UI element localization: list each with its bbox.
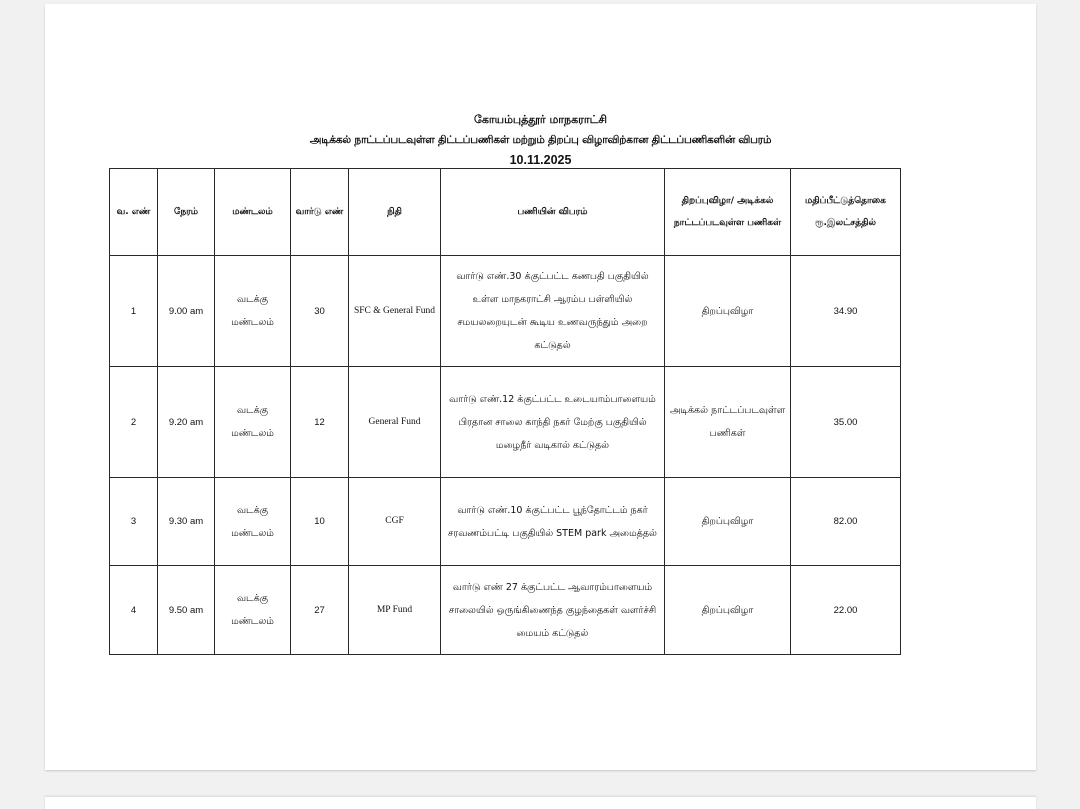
cell-ward: 12 bbox=[291, 367, 349, 478]
cell-zone: வடக்கு மண்டலம் bbox=[215, 566, 291, 655]
table-row bbox=[110, 478, 901, 566]
header-fund: நிதி bbox=[349, 169, 441, 256]
document-date: 10.11.2025 bbox=[509, 153, 572, 167]
cell-description: வார்டு எண்.30 க்குட்பட்ட கணபதி பகுதியில் உள்ள மாநகராட்சி ஆரம்ப பள்ளியில் சமயலறையுடன் கூடிய உணவருந்தும் அறை கட்டுதல் bbox=[441, 256, 665, 367]
cell-sno: 4 bbox=[110, 566, 158, 655]
cell-zone: வடக்கு மண்டலம் bbox=[215, 367, 291, 478]
table-header-row bbox=[110, 169, 901, 256]
cell-zone: வடக்கு மண்டலம் bbox=[215, 478, 291, 566]
cell-ward: 30 bbox=[291, 256, 349, 367]
cell-amount: 35.00 bbox=[791, 367, 901, 478]
cell-fund: CGF bbox=[349, 478, 441, 566]
header-sno: வ. எண் bbox=[110, 169, 158, 256]
cell-fund: General Fund bbox=[349, 367, 441, 478]
cell-time: 9.00 am bbox=[158, 256, 215, 367]
cell-fund: MP Fund bbox=[349, 566, 441, 655]
cell-time: 9.20 am bbox=[158, 367, 215, 478]
table-row bbox=[110, 367, 901, 478]
next-document-page bbox=[45, 797, 1036, 809]
cell-amount: 22.00 bbox=[791, 566, 901, 655]
header-amount: மதிப்பீட்டுத்தொகை ரூ.இலட்சத்தில் bbox=[791, 169, 901, 256]
cell-sno: 3 bbox=[110, 478, 158, 566]
cell-zone: வடக்கு மண்டலம் bbox=[215, 256, 291, 367]
table-row bbox=[110, 566, 901, 655]
cell-amount: 34.90 bbox=[791, 256, 901, 367]
document-page bbox=[45, 4, 1036, 770]
header-time: நேரம் bbox=[158, 169, 215, 256]
document-header bbox=[45, 110, 1036, 170]
cell-time: 9.50 am bbox=[158, 566, 215, 655]
header-type: திறப்புவிழா/ அடிக்கல் நாட்டப்படவுள்ள பணிகள் bbox=[665, 169, 791, 256]
cell-type: திறப்புவிழா bbox=[665, 478, 791, 566]
cell-fund: SFC & General Fund bbox=[349, 256, 441, 367]
cell-ward: 27 bbox=[291, 566, 349, 655]
cell-sno: 2 bbox=[110, 367, 158, 478]
header-description: பணியின் விபரம் bbox=[441, 169, 665, 256]
cell-description: வார்டு எண்.12 க்குட்பட்ட உடையாம்பாளையம் பிரதான சாலை காந்தி நகர் மேற்கு பகுதியில் மழைநீர் வடிகால் கட்டுதல் bbox=[441, 367, 665, 478]
header-zone: மண்டலம் bbox=[215, 169, 291, 256]
cell-time: 9.30 am bbox=[158, 478, 215, 566]
cell-type: அடிக்கல் நாட்டப்படவுள்ள பணிகள் bbox=[665, 367, 791, 478]
document-subtitle: அடிக்கல் நாட்டப்படவுள்ள திட்டப்பணிகள் மற்றும் திறப்பு விழாவிற்கான திட்டப்பணிகளின் விபரம் bbox=[309, 134, 772, 146]
cell-sno: 1 bbox=[110, 256, 158, 367]
cell-description: வார்டு எண் 27 க்குட்பட்ட ஆவாரம்பாளையம் சாலையில் ஒருங்கிணைந்த குழந்தைகள் வளர்ச்சி மையம் கட்டுதல் bbox=[441, 566, 665, 655]
cell-type: திறப்புவிழா bbox=[665, 256, 791, 367]
works-table bbox=[109, 168, 901, 655]
cell-ward: 10 bbox=[291, 478, 349, 566]
cell-description: வார்டு எண்.10 க்குட்பட்ட பூந்தோட்டம் நகர் சரவணம்பட்டி பகுதியில் STEM park அமைத்தல் bbox=[441, 478, 665, 566]
cell-type: திறப்புவிழா bbox=[665, 566, 791, 655]
table-row bbox=[110, 256, 901, 367]
header-ward: வார்டு எண் bbox=[291, 169, 349, 256]
cell-amount: 82.00 bbox=[791, 478, 901, 566]
corporation-title: கோயம்புத்தூர் மாநகராட்சி bbox=[474, 113, 607, 126]
